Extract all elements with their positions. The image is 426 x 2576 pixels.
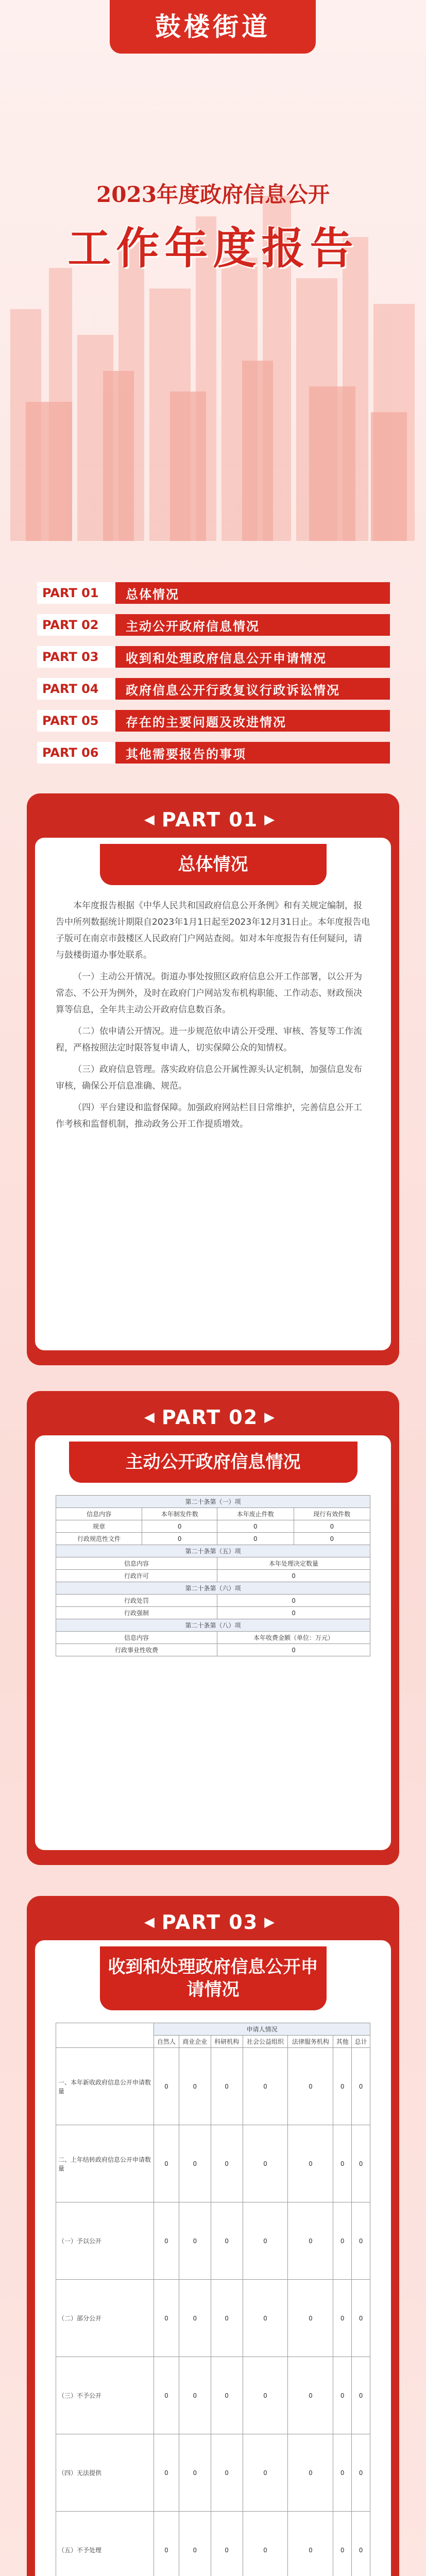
table-row	[56, 1607, 370, 1619]
toc-part-tag: PART 01	[37, 582, 115, 604]
table-cell: 行政许可	[56, 1570, 217, 1582]
table-cell: 0	[352, 2512, 370, 2576]
table-cell: 现行有效件数	[294, 1508, 370, 1520]
table-header	[56, 2023, 154, 2048]
table-header: 第二十条第（一）项	[56, 1496, 370, 1508]
table-cell: 0	[333, 2202, 352, 2280]
table-cell: 0	[142, 1533, 217, 1545]
triangle-right-icon: ▶	[264, 1914, 276, 1930]
part-title: 主动公开政府信息情况	[69, 1442, 357, 1483]
table-cell: 信息内容	[56, 1557, 217, 1570]
table-cell: 本年收费金额（单位：万元）	[217, 1632, 370, 1644]
table-cell: 0	[217, 1595, 370, 1607]
part-heading	[35, 1399, 391, 1435]
table-header: 申请人情况	[154, 2023, 370, 2036]
paragraph: （四）平台建设和监督保障。加强政府网站栏目日常维护，完善信息公开工作考核和监督机制，推动政务公开工作提质增效。	[56, 1103, 362, 1130]
table-cell: 0	[179, 2202, 211, 2280]
table-cell: 0	[333, 2512, 352, 2576]
toc-item[interactable]	[37, 710, 390, 732]
part-tag: PART 03	[161, 1911, 259, 1934]
triangle-left-icon: ◀	[144, 1914, 156, 1930]
table-cell: （二）部分公开	[56, 2280, 154, 2357]
toc-part-title: 其他需要报告的事项	[115, 742, 390, 764]
toc-part-title: 总体情况	[115, 582, 390, 604]
part-tag: PART 02	[161, 1406, 259, 1429]
table-cell: 0	[243, 2357, 288, 2434]
part-card	[35, 1435, 391, 1850]
table-cell: 信息内容	[56, 1632, 217, 1644]
toc-part-tag: PART 04	[37, 678, 115, 700]
triangle-right-icon: ▶	[264, 1410, 276, 1425]
table-cell: 0	[211, 2048, 243, 2125]
table-row	[56, 1595, 370, 1607]
part-03-section	[27, 1896, 399, 2576]
table-cell: 0	[288, 2357, 333, 2434]
part-title: 收到和处理政府信息公开申请情况	[100, 1946, 327, 2010]
table-cell: 本年废止件数	[217, 1508, 294, 1520]
toc-item[interactable]	[37, 582, 390, 604]
paragraph: 本年度报告根据《中华人民共和国政府信息公开条例》和有关规定编制，报告中所列数据统计期限自2023年1月1日起至2023年12月31日止。本年度报告电子版可在南京市鼓楼区人民政府门户网站查阅。如对本年度报告有任何疑问，请与鼓楼街道办事处联系。	[56, 901, 370, 961]
table-cell: 行政事业性收费	[56, 1644, 217, 1656]
table-cell: 0	[217, 1644, 370, 1656]
toc-item[interactable]	[37, 646, 390, 668]
table-cell: 0	[154, 2434, 179, 2512]
table-row	[56, 2512, 370, 2576]
part-tag: PART 01	[161, 808, 259, 831]
table-cell: 本年处理决定数量	[217, 1557, 370, 1570]
table-of-contents	[37, 582, 390, 774]
part-heading	[35, 802, 391, 838]
toc-item[interactable]	[37, 614, 390, 636]
table-header: 社会公益组织	[243, 2036, 288, 2048]
table-header: 法律服务机构	[288, 2036, 333, 2048]
table-cell: 0	[243, 2202, 288, 2280]
table-cell: 0	[352, 2280, 370, 2357]
toc-part-tag: PART 05	[37, 710, 115, 732]
table-cell: 0	[243, 2048, 288, 2125]
table-cell: 行政强制	[56, 1607, 217, 1619]
hero-header	[0, 0, 426, 592]
table-cell: 行政规范性文件	[56, 1533, 142, 1545]
toc-item[interactable]	[37, 742, 390, 764]
table-cell: 0	[294, 1520, 370, 1533]
table-header: 第二十条第（五）项	[56, 1545, 370, 1557]
table-cell: 行政处罚	[56, 1595, 217, 1607]
table-row	[56, 2048, 370, 2125]
table-cell: 规章	[56, 1520, 142, 1533]
table-cell: 0	[352, 2357, 370, 2434]
table-header: 第二十条第（六）项	[56, 1582, 370, 1595]
table-cell: 0	[154, 2125, 179, 2202]
proactive-disclosure-table	[56, 1495, 370, 1656]
table-cell: 0	[333, 2434, 352, 2512]
table-cell: 0	[217, 1607, 370, 1619]
table-cell: 0	[333, 2280, 352, 2357]
table-cell: 0	[179, 2357, 211, 2434]
table-header: 第二十条第（八）项	[56, 1619, 370, 1632]
table-row	[56, 1520, 370, 1533]
table-header: 商业企业	[179, 2036, 211, 2048]
table-cell: （四）无法提供	[56, 2434, 154, 2512]
city-skyline-illustration	[0, 0, 426, 592]
table-cell: 信息内容	[56, 1508, 142, 1520]
table-header: 总计	[352, 2036, 370, 2048]
table-row	[56, 2280, 370, 2357]
toc-part-title: 存在的主要问题及改进情况	[115, 710, 390, 732]
application-table	[56, 2023, 370, 2576]
toc-part-tag: PART 02	[37, 614, 115, 636]
table-cell: 0	[333, 2125, 352, 2202]
table-cell: 0	[352, 2202, 370, 2280]
table-cell: 0	[288, 2512, 333, 2576]
district-banner: 鼓楼街道	[110, 0, 316, 54]
table-cell: 0	[333, 2048, 352, 2125]
table-header: 自然人	[154, 2036, 179, 2048]
table-cell: （三）不予公开	[56, 2357, 154, 2434]
table-cell: 0	[154, 2357, 179, 2434]
part-01-section	[27, 793, 399, 1365]
triangle-left-icon: ◀	[144, 1410, 156, 1425]
part-card	[35, 838, 391, 1350]
table-cell: 0	[179, 2280, 211, 2357]
table-cell: 0	[154, 2280, 179, 2357]
table-cell: 0	[243, 2125, 288, 2202]
table-cell: 0	[243, 2512, 288, 2576]
table-cell: 0	[154, 2512, 179, 2576]
table-cell: 0	[243, 2434, 288, 2512]
report-year-title: 2023年度政府信息公开	[96, 182, 330, 207]
table-cell: 0	[288, 2202, 333, 2280]
table-row	[56, 2434, 370, 2512]
paragraph: （三）政府信息管理。落实政府信息公开属性源头认定机制，加强信息发布审核，确保公开信息准确、规范。	[56, 1064, 362, 1092]
part-02-section	[27, 1391, 399, 1865]
table-cell: 0	[179, 2125, 211, 2202]
table-row	[56, 2202, 370, 2280]
table-cell: 0	[211, 2434, 243, 2512]
table-cell: 0	[217, 1533, 294, 1545]
toc-part-title: 收到和处理政府信息公开申请情况	[115, 646, 390, 668]
table-cell: 0	[142, 1520, 217, 1533]
table-cell: 二、上年结转政府信息公开申请数量	[56, 2125, 154, 2202]
table-cell: 0	[352, 2125, 370, 2202]
part-title: 总体情况	[100, 844, 327, 885]
toc-item[interactable]	[37, 678, 390, 700]
table-cell: 0	[179, 2434, 211, 2512]
table-cell: （五）不予处理	[56, 2512, 154, 2576]
triangle-left-icon: ◀	[144, 812, 156, 827]
table-cell: 0	[288, 2280, 333, 2357]
table-cell: 0	[352, 2048, 370, 2125]
table-cell: 0	[211, 2280, 243, 2357]
table-row	[56, 2357, 370, 2434]
table-cell: 0	[243, 2280, 288, 2357]
toc-part-title: 政府信息公开行政复议行政诉讼情况	[115, 678, 390, 700]
table-row	[56, 1644, 370, 1656]
table-row	[56, 2125, 370, 2202]
table-cell: 一、本年新收政府信息公开申请数量	[56, 2048, 154, 2125]
table-cell: （一）予以公开	[56, 2202, 154, 2280]
table-header: 科研机构	[211, 2036, 243, 2048]
table-cell: 0	[217, 1570, 370, 1582]
table-cell: 0	[211, 2512, 243, 2576]
triangle-right-icon: ▶	[264, 812, 276, 827]
part-card	[35, 1940, 391, 2576]
toc-part-title: 主动公开政府信息情况	[115, 614, 390, 636]
table-header: 其他	[333, 2036, 352, 2048]
table-cell: 0	[211, 2357, 243, 2434]
paragraph: （二）依申请公开情况。进一步规范依申请公开受理、审核、答复等工作流程，严格按照法定时限答复申请人，切实保障公众的知情权。	[56, 1026, 362, 1054]
toc-part-tag: PART 03	[37, 646, 115, 668]
table-cell: 0	[179, 2512, 211, 2576]
table-cell: 本年制发件数	[142, 1508, 217, 1520]
table-cell: 0	[288, 2048, 333, 2125]
table-cell: 0	[333, 2357, 352, 2434]
table-cell: 0	[288, 2434, 333, 2512]
table-cell: 0	[154, 2202, 179, 2280]
table-cell: 0	[352, 2434, 370, 2512]
table-cell: 0	[211, 2202, 243, 2280]
table-cell: 0	[179, 2048, 211, 2125]
paragraph: （一）主动公开情况。街道办事处按照区政府信息公开工作部署，以公开为常态、不公开为例外，及时在政府门户网站发布机构职能、工作动态、财政预决算等信息，全年共主动公开政府信息数百条。	[56, 972, 362, 1015]
table-cell: 0	[154, 2048, 179, 2125]
toc-part-tag: PART 06	[37, 742, 115, 764]
table-row	[56, 1570, 370, 1582]
table-cell: 0	[288, 2125, 333, 2202]
table-row	[56, 1533, 370, 1545]
part-heading	[35, 1904, 391, 1940]
table-cell: 0	[217, 1520, 294, 1533]
table-cell: 0	[211, 2125, 243, 2202]
report-main-title: 工作年度报告	[67, 223, 359, 274]
table-cell: 0	[294, 1533, 370, 1545]
